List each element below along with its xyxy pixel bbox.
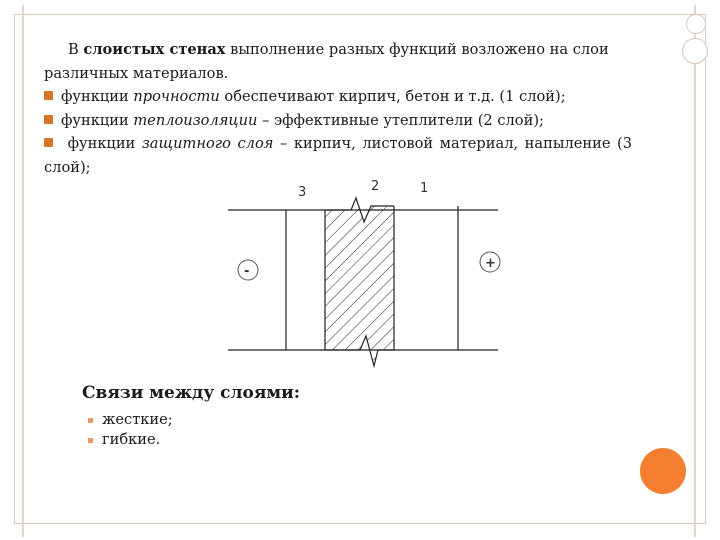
bullet-icon <box>44 115 53 124</box>
item2-post: – эффективные утеплители (2 слой); <box>257 111 544 129</box>
item3-em: защитного слоя <box>141 135 274 152</box>
bullet-icon <box>88 438 93 443</box>
decor-circle-top <box>686 14 706 34</box>
item1-post: обеспечивают кирпич, бетон и т.д. (1 слой); <box>219 88 566 105</box>
function-item-2 <box>44 109 632 133</box>
frame-left-rule <box>22 5 24 537</box>
layer2-insulation-hatch <box>325 198 394 366</box>
frame-right-rule <box>694 5 696 537</box>
function-item-3 <box>44 132 632 179</box>
item3-post: – кирпич, листовой материал, напыление (3 слой); <box>44 135 632 176</box>
bullet-icon <box>44 91 53 100</box>
links-list <box>88 410 173 450</box>
decor-circle-bottom <box>640 448 686 494</box>
outside-sign: - <box>244 264 250 279</box>
list-item <box>88 410 173 430</box>
list-item <box>88 430 173 450</box>
intro-post: выполнение разных функций возложено на слои различных материалов. <box>44 41 609 82</box>
bullet-icon <box>88 418 93 423</box>
list-item-text: жесткие; <box>102 411 173 428</box>
intro-pre: В <box>68 41 84 58</box>
links-heading: Связи между слоями: <box>82 383 301 403</box>
item1-em: прочности <box>133 88 220 105</box>
wall-layers-diagram <box>226 176 504 376</box>
item3-pre: функции <box>67 135 142 152</box>
label-layer1: 1 <box>420 181 429 196</box>
label-layer3: 3 <box>298 185 307 200</box>
decor-circle-mid <box>682 38 708 64</box>
item1-pre: функции <box>61 88 134 105</box>
intro-bold: слоистых стенах <box>83 41 226 58</box>
inside-sign: + <box>485 256 496 271</box>
label-layer2: 2 <box>371 179 380 194</box>
function-item-1 <box>44 85 632 109</box>
item2-pre: функции <box>61 111 134 129</box>
bullet-icon <box>44 138 53 147</box>
body-text <box>44 38 632 179</box>
list-item-text: гибкие. <box>102 431 161 448</box>
intro-paragraph <box>44 38 632 85</box>
item2-em: теплоизоляции <box>133 111 258 129</box>
